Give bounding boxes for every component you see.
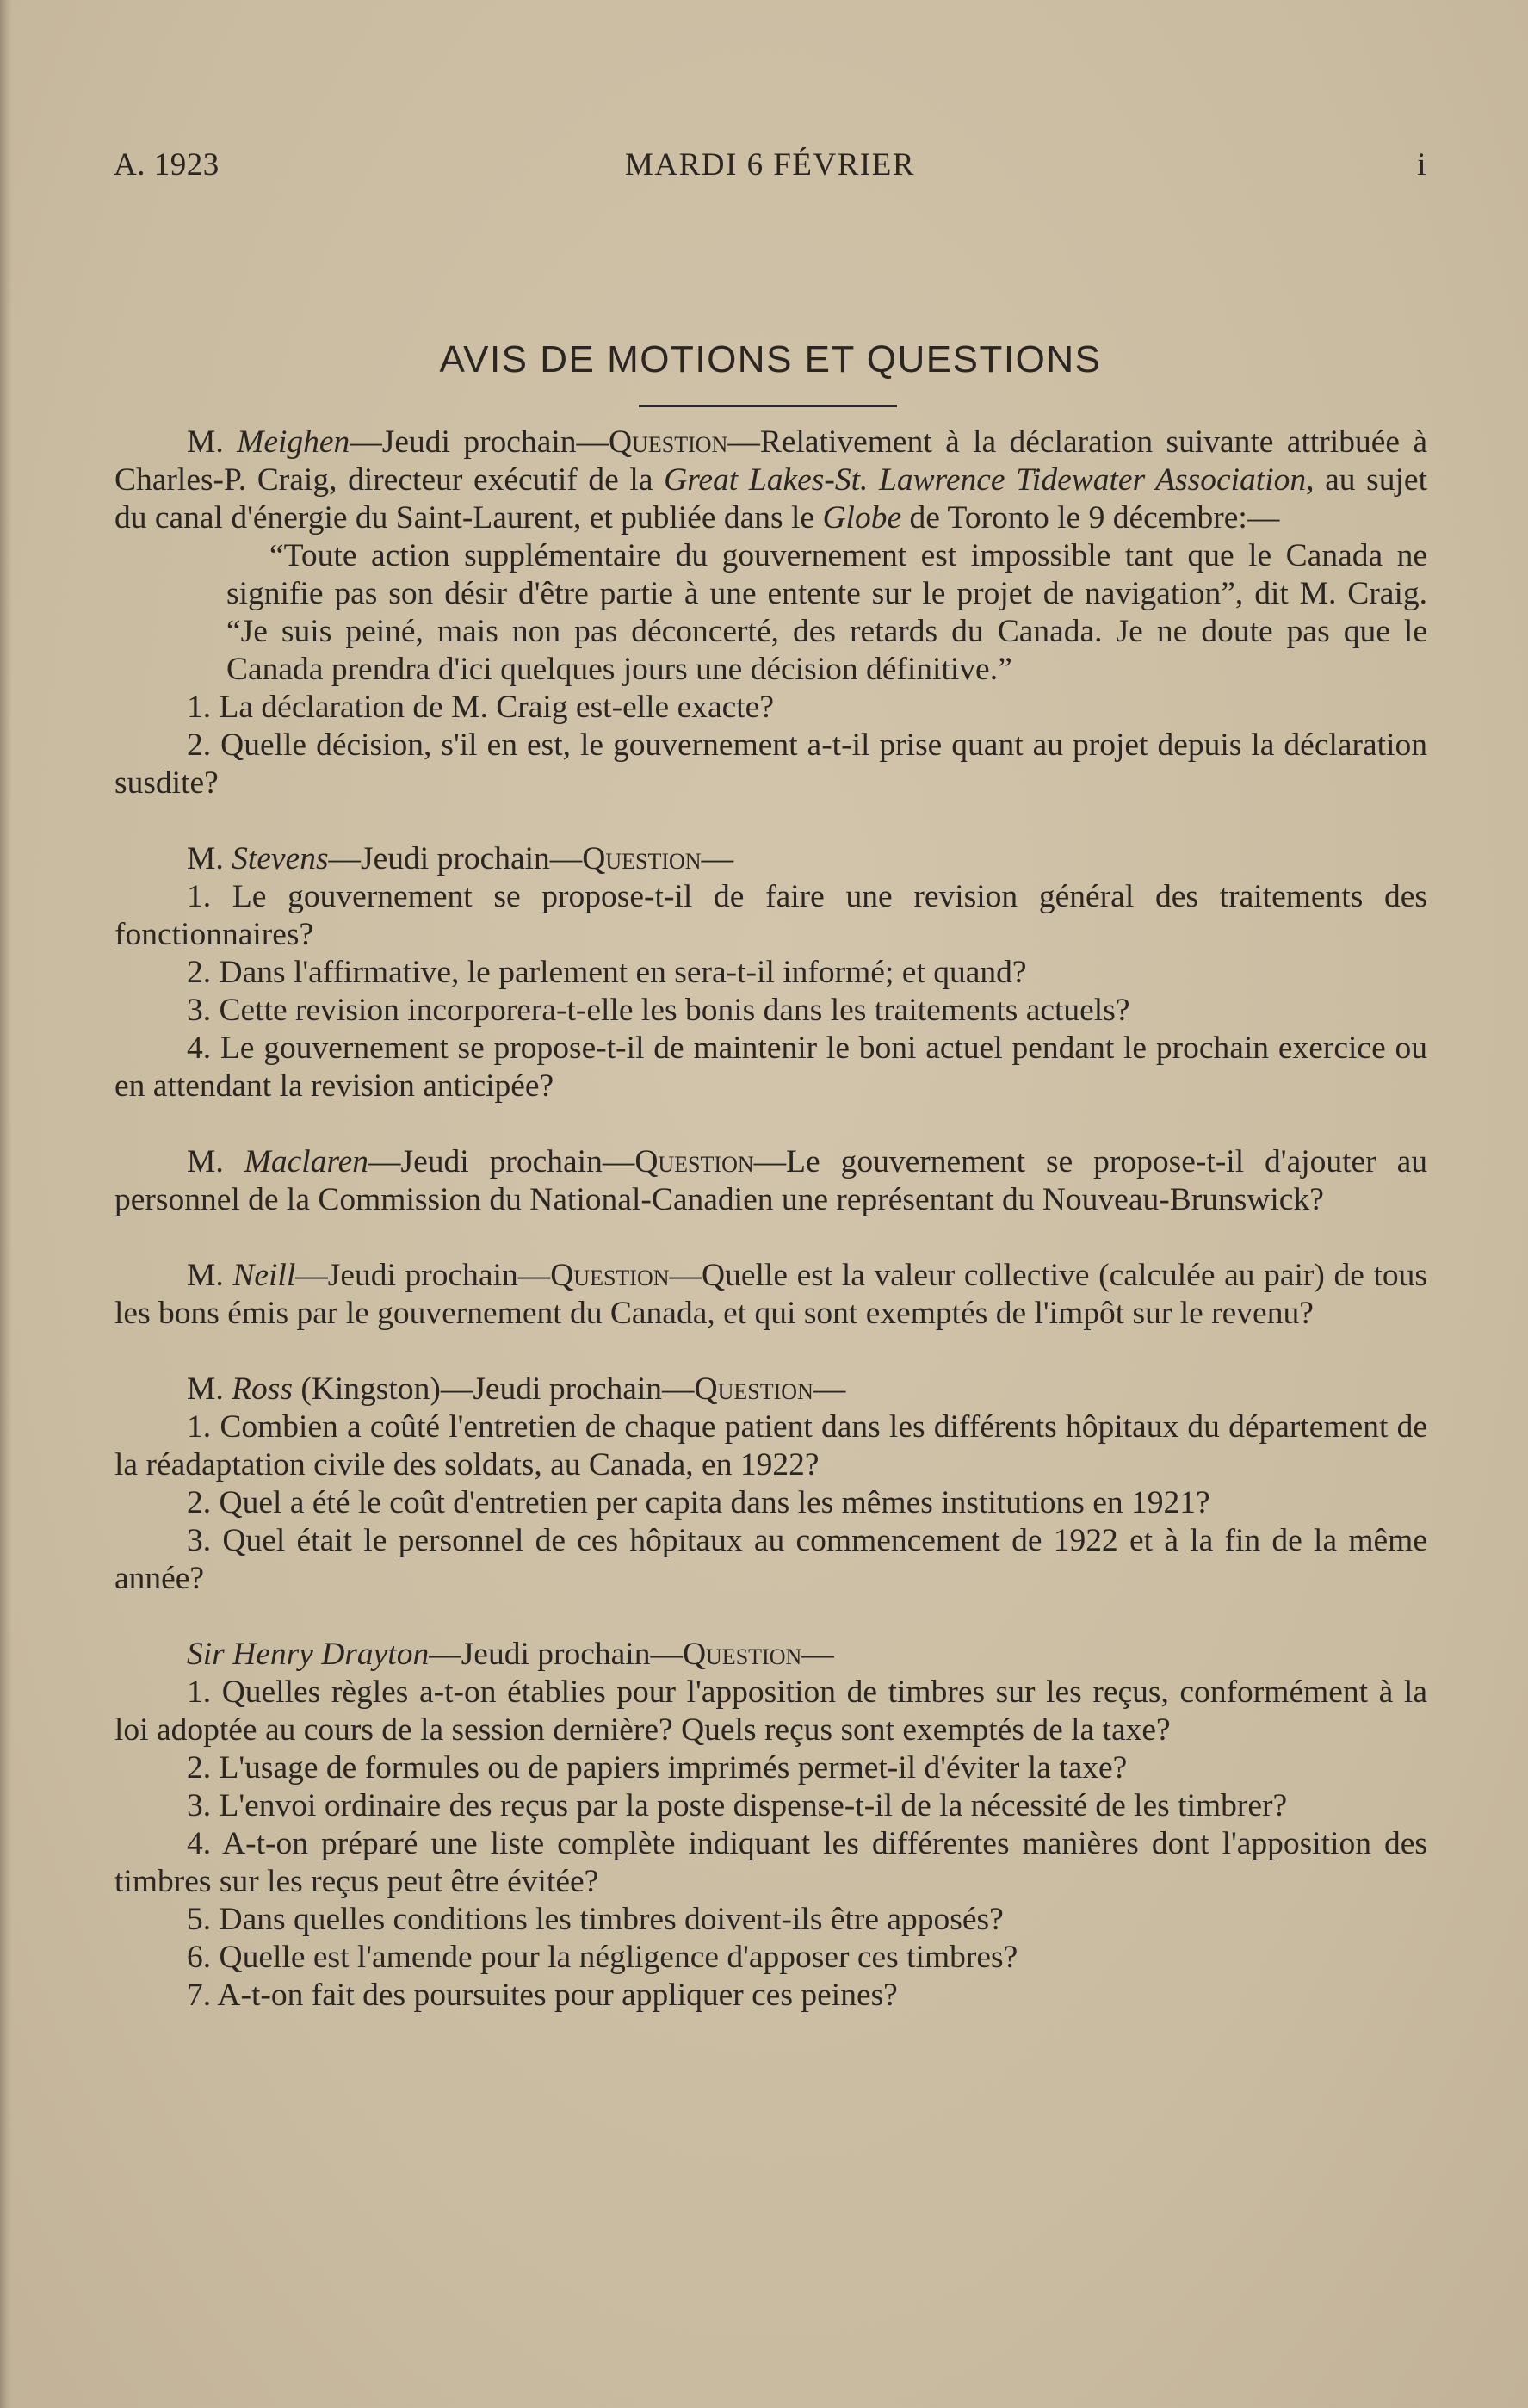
motion-meighen [114, 424, 1427, 802]
motion-intro: M. Stevens—Jeudi prochain—Question— [187, 841, 734, 876]
question-item: 5. Dans quelles conditions les timbres doivent-ils être apposés? [187, 1902, 1004, 1937]
title-rule [639, 405, 897, 407]
member-name: Maclaren [244, 1144, 369, 1179]
question-item: 3. Quel était le personnel de ces hôpitaux au commencement de 1922 et à la fin de la même année? [114, 1523, 1427, 1596]
question-item: 1. Quelles règles a-t-on établies pour l'apposition de timbres sur les reçus, conformément à la loi adoptée au cours de la session dernière? Quels reçus sont exemptés de la taxe? [114, 1674, 1427, 1748]
member-riding: (Kingston) [300, 1371, 441, 1407]
page-number: i [1417, 147, 1426, 183]
motion-intro: M. Ross (Kingston)—Jeudi prochain—Question— [187, 1371, 846, 1407]
motion-intro: M. Neill—Jeudi prochain—Question—Quelle est la valeur collective (calculée au pair) de tous les bons émis par le gouvernement du Canada, et qui sont exemptés de l'impôt sur le revenu? [114, 1258, 1427, 1331]
quoted-statement: “Toute action supplémentaire du gouvernement est impossible tant que le Canada ne signifie pas son désir d'être partie à une entente sur le projet de navigation”, dit M. Craig. “Je suis peiné, mais non pas déconcerté, des retards du Canada. Je ne doute pas que le Canada prendra d'ici quelques jours une décision définitive.” [226, 538, 1427, 687]
date-heading: MARDI 6 FÉVRIER [624, 147, 916, 183]
question-item: 2. Dans l'affirmative, le parlement en sera-t-il informé; et quand? [187, 955, 1027, 990]
motion-intro: Sir Henry Drayton—Jeudi prochain—Question— [187, 1637, 834, 1672]
question-item: 2. L'usage de formules ou de papiers imprimés permet-il d'éviter la taxe? [187, 1750, 1128, 1786]
motion-ross [114, 1371, 1427, 1598]
motion-intro: M. Maclaren—Jeudi prochain—Question—Le gouvernement se propose-t-il d'ajouter au personnel de la Commission du National-Canadien une représentant du Nouveau-Brunswick? [114, 1144, 1427, 1217]
member-name: Meighen [237, 424, 350, 460]
motion-maclaren [114, 1143, 1427, 1219]
motion-intro: M. Meighen—Jeudi prochain—Question—Relativement à la déclaration suivante attribuée à Charles-P. Craig, directeur exécutif de la Great Lakes-St. Lawrence Tidewater Association, au sujet du canal d'énergie du Saint-Laurent, et publiée dans le Globe de Toronto le 9 décembre:— [114, 424, 1427, 535]
question-item: 1. La déclaration de M. Craig est-elle exacte? [187, 690, 774, 725]
question-item: 7. A-t-on fait des poursuites pour appliquer ces peines? [187, 1978, 898, 2013]
question-item: 2. Quelle décision, s'il en est, le gouvernement a-t-il prise quant au projet depuis la déclaration susdite? [114, 727, 1427, 801]
question-item: 1. Combien a coûté l'entretien de chaque patient dans les différents hôpitaux du département de la réadaptation civile des soldats, au Canada, en 1922? [114, 1409, 1427, 1483]
motion-stevens [114, 840, 1427, 1105]
motions-list [114, 424, 1427, 2052]
question-item: 3. Cette revision incorporera-t-elle les bonis dans les traitements actuels? [187, 993, 1130, 1028]
member-name: Ross [232, 1371, 293, 1407]
member-name: Neill [232, 1258, 296, 1293]
question-item: 3. L'envoi ordinaire des reçus par la poste dispense-t-il de la nécessité de les timbrer? [187, 1788, 1288, 1823]
motion-drayton [114, 1636, 1427, 2015]
running-head [114, 146, 1426, 189]
question-item: 6. Quelle est l'amende pour la négligence d'apposer ces timbres? [187, 1940, 1018, 1975]
question-item: 4. Le gouvernement se propose-t-il de maintenir le boni actuel pendant le prochain exercice ou en attendant la revision anticipée? [114, 1031, 1427, 1104]
question-item: 1. Le gouvernement se propose-t-il de faire une revision général des traitements des fonctionnaires? [114, 879, 1427, 952]
member-name: Sir Henry Drayton [187, 1637, 430, 1672]
question-item: 2. Quel a été le coût d'entretien per capita dans les mêmes institutions en 1921? [187, 1485, 1210, 1520]
motion-neill [114, 1257, 1427, 1333]
session-year: A. 1923 [114, 147, 220, 183]
member-name: Stevens [232, 841, 329, 876]
question-item: 4. A-t-on préparé une liste complète indiquant les différentes manières dont l'apposition des timbres sur les reçus peut être évitée? [114, 1826, 1427, 1899]
page-title: AVIS DE MOTIONS ET QUESTIONS [439, 338, 1102, 381]
